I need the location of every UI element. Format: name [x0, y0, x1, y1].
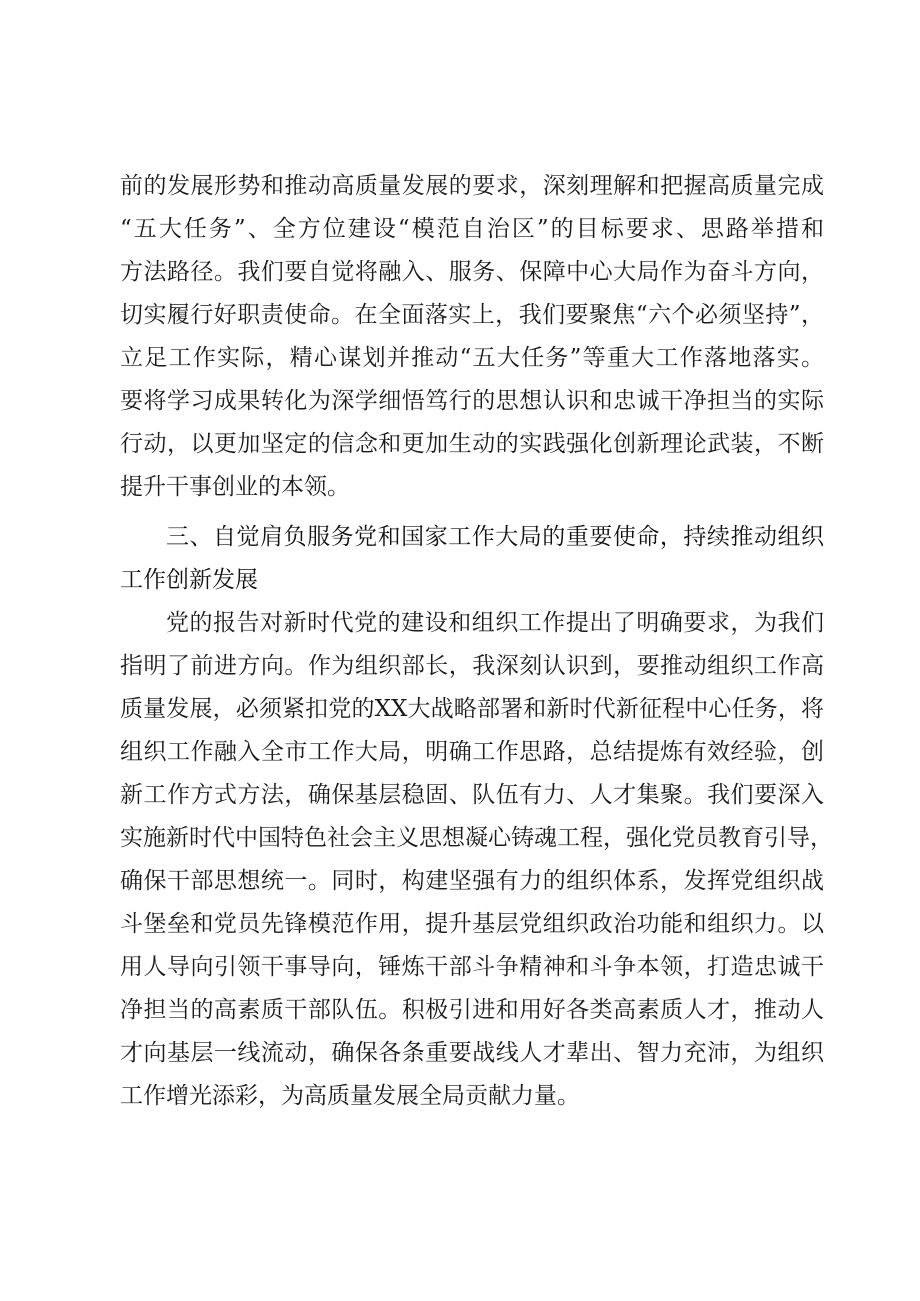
- text-line: 工作增光添彩，为高质量发展全局贡献力量。: [120, 1083, 580, 1109]
- heading-line: 工作创新发展: [120, 567, 258, 593]
- text-line: 用人导向引领干事导向，锤炼干部斗争精神和斗争本领，打造忠诚干: [120, 954, 824, 980]
- text-line: 确保干部思想统一。同时，构建坚强有力的组织体系，发挥党组织战: [120, 868, 824, 894]
- text-line: 要将学习成果转化为深学细悟笃行的思想认识和忠诚干净担当的实际: [120, 388, 824, 414]
- text-line: 方法路径。我们要自觉将融入、服务、保障中心大局作为奋斗方向，: [120, 259, 824, 285]
- text-line: 净担当的高素质干部队伍。积极引进和用好各类高素质人才，推动人: [120, 997, 824, 1023]
- text-line: 前的发展形势和推动高质量发展的要求，深刻理解和把握高质量完成: [120, 173, 824, 199]
- text-line: 切实履行好职责使命。在全面落实上，我们要聚焦“六个必须坚持”，: [120, 302, 824, 328]
- text-line: 行动，以更加坚定的信念和更加生动的实践强化创新理论武装，不断: [120, 431, 824, 457]
- text-line: 质量发展，必须紧扣党的XX大战略部署和新时代新征程中心任务，将: [120, 696, 824, 722]
- text-line: 才向基层一线流动，确保各条重要战线人才辈出、智力充沛，为组织: [120, 1040, 824, 1066]
- text-line: 新工作方式方法，确保基层稳固、队伍有力、人才集聚。我们要深入: [120, 782, 824, 808]
- text-line: 立足工作实际，精心谋划并推动“五大任务”等重大工作落地落实。: [120, 345, 824, 371]
- text-line: 提升干事创业的本领。: [120, 474, 350, 500]
- text-line: 斗堡垒和党员先锋模范作用，提升基层党组织政治功能和组织力。以: [120, 911, 824, 937]
- text-line: 组织工作融入全市工作大局，明确工作思路，总结提炼有效经验，创: [120, 739, 824, 765]
- text-line: 指明了前进方向。作为组织部长，我深刻认识到，要推动组织工作高: [120, 653, 824, 679]
- text-line: 党的报告对新时代党的建设和组织工作提出了明确要求，为我们: [166, 610, 824, 636]
- text-line: 实施新时代中国特色社会主义思想凝心铸魂工程，强化党员教育引导，: [120, 825, 833, 851]
- text-line: “五大任务”、全方位建设“模范自治区”的目标要求、思路举措和: [120, 216, 824, 242]
- heading-line: 三、自觉肩负服务党和国家工作大局的重要使命，持续推动组织: [166, 524, 824, 550]
